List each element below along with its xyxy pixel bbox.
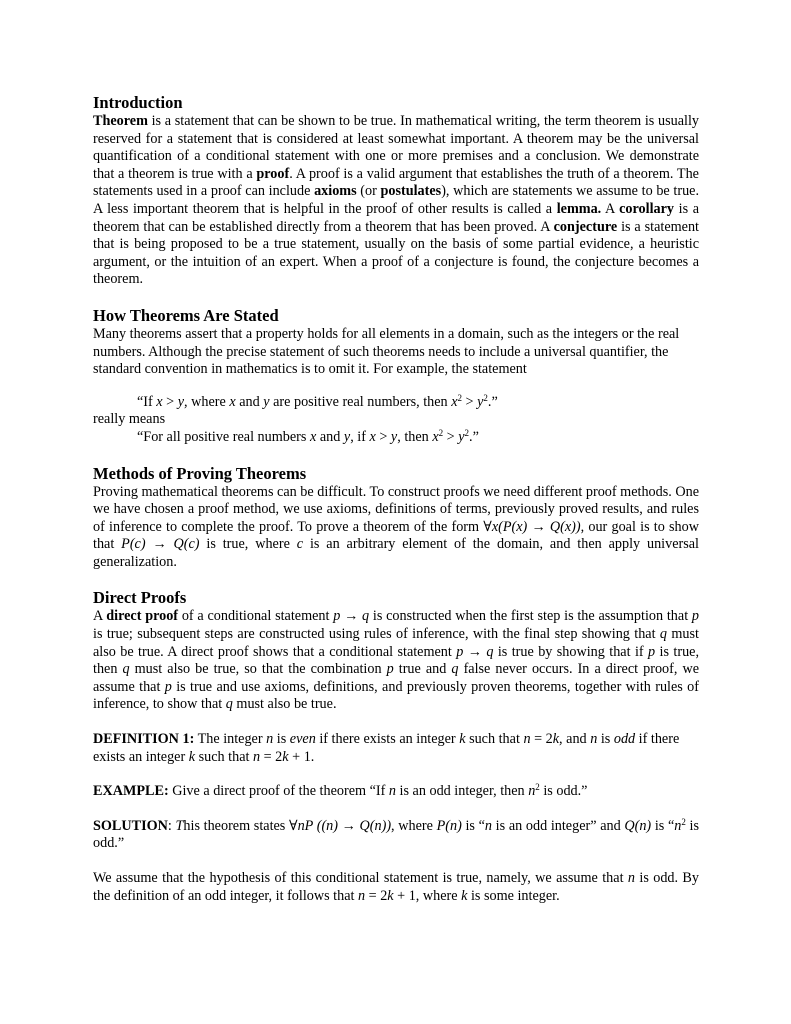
paragraph-direct-proofs: A direct proof of a conditional statement p → q is constructed when the first step is the assumption that p is true; subsequent steps are constructed using rules of inference, with the final step showing that q must also be true. A direct proof shows that a conditional statement p → q is true by showing that if p is true, then q must also be true, so that the combination p true and q false never occurs. In a direct proof, we assume that p is true and use axioms, definitions, and previously proven theorems, together with rules of inference, to show that q must also be true. (93, 608, 700, 713)
paragraph-assumption: We assume that the hypothesis of this conditional statement is true, namely, we assume that n is odd. By the definition of an odd integer, it follows that n = 2k + 1, where k is some integer. (93, 870, 699, 904)
paragraph-introduction: Theorem is a statement that can be shown to be true. In mathematical writing, the term theorem is usually reserved for a statement that is considered at least somewhat important. A theorem may be the universal quantification of a conditional statement with one or more premises and a conclusion. We demonstrate that a theorem is true with a proof. A proof is a valid argument that establishes the truth of a theorem. The statements used in a proof can include axioms (or postulates), which are statements we assume to be true. A less important theorem that is helpful in the proof of other results is called a lemma. A corollary is a theorem that can be established directly from a theorem that has been proved. A conjecture is a statement that is being proposed to be a true statement, usually on the basis of some partial evidence, a heuristic argument, or the intuition of an expert. When a proof of a conjecture is found, the conjecture becomes a theorem. (93, 113, 700, 288)
heading-introduction: Introduction (93, 93, 183, 112)
quote-statement-2: “For all positive real numbers x and y, if x > y, then $x^2 > y^2$.” (137, 427, 479, 445)
definition-1: DEFINITION 1: The integer n is even if there exists an integer k such that n = 2k, and n is odd if there exists an integer k such that n = 2k + 1. (93, 731, 680, 765)
solution: SOLUTION: This theorem states ∀nP ((n) → Q(n)), where P(n) is “n is an odd integer” and Q(n) is “$n^2$ is odd.” (93, 816, 699, 852)
heading-how-theorems-are-stated: How Theorems Are Stated (93, 305, 279, 325)
heading-methods-of-proving-theorems: Methods of Proving Theorems (93, 463, 307, 483)
paragraph-how-theorems-are-stated: Many theorems assert that a property holds for all elements in a domain, such as the integers or the real numbers. Although the precise statement of such theorems needs to include a universal quantifier, the standard convention in mathematics is to omit it. For example, the statement (93, 325, 680, 378)
document-page (93, 93, 699, 905)
example: EXAMPLE: Give a direct proof of the theorem “If n is an odd integer, then $n^2$ is odd.” (93, 782, 588, 800)
quote-statement-1: “If x > y, where x and y are positive real numbers, then $x^2 > y^2$.” (137, 392, 498, 410)
paragraph-methods: Proving mathematical theorems can be difficult. To construct proofs we need different proof methods. One we have chosen a proof method, we use axioms, definitions of terms, previously proved results, and rules of inference to complete the proof. To prove a theorem of the form ∀x(P(x) → Q(x)), our goal is to show that P(c) → Q(c) is true, where c is an arbitrary element of the domain, and then apply universal generalization. (93, 483, 699, 570)
heading-direct-proofs: Direct Proofs (93, 588, 187, 608)
text-really-means: really means (93, 411, 166, 428)
